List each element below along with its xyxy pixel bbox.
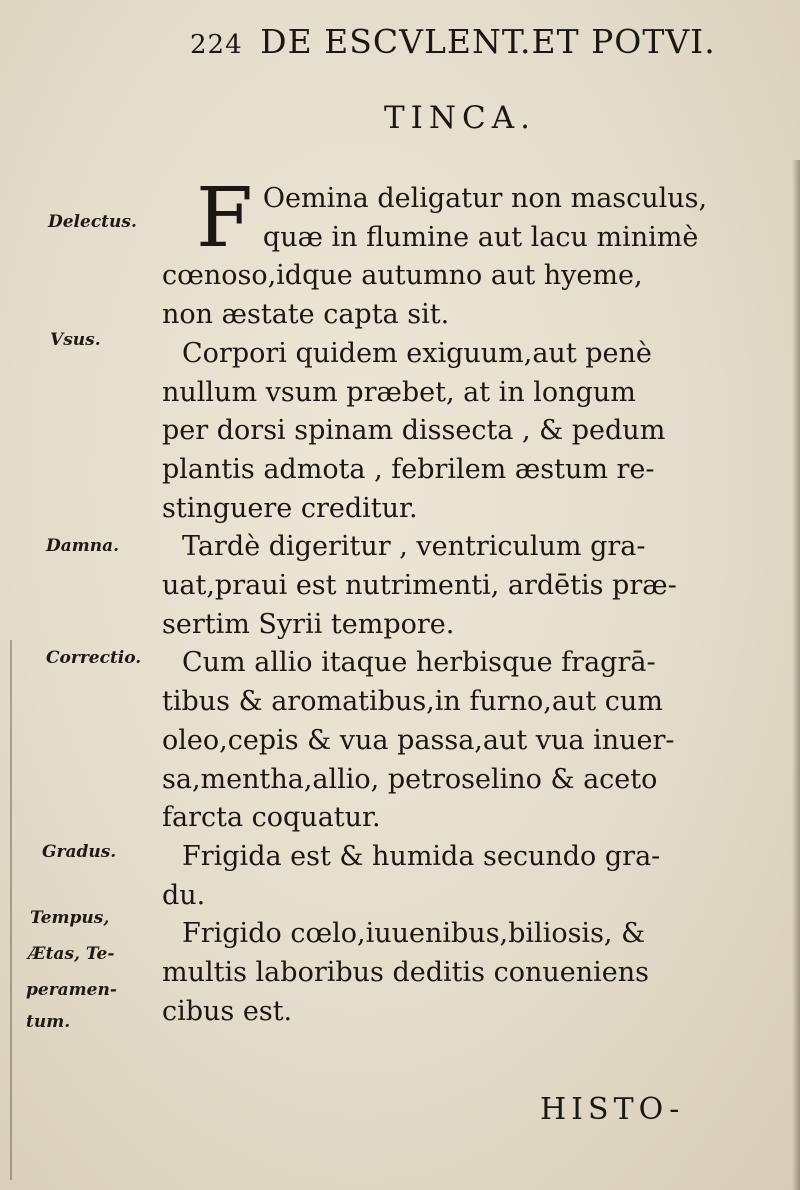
text-line: non æstate capta sit. bbox=[162, 299, 450, 331]
page-number: 224 bbox=[190, 30, 243, 60]
text-line: nullum vsum præbet, at in longum bbox=[162, 376, 636, 408]
paragraph-usus bbox=[162, 335, 742, 529]
text-line: uat,praui est nutrimenti, ardētis præ- bbox=[162, 570, 677, 602]
text-line: tibus & aromatibus,in furno,aut cum bbox=[162, 686, 663, 718]
text-line: quæ in flumine aut lacu minimè bbox=[262, 221, 699, 253]
text-line: per dorsi spinam dissecta , & pedum bbox=[162, 415, 666, 447]
running-header bbox=[190, 22, 750, 61]
paragraph-gradus bbox=[162, 838, 742, 915]
margin-note-gradus: Gradus. bbox=[42, 842, 117, 862]
text-line: Frigido cœlo,iuuenibus,biliosis, & bbox=[182, 918, 646, 950]
text-line: sa,mentha,allio, petroselino & aceto bbox=[162, 763, 658, 795]
section-title: TINCA. bbox=[383, 100, 536, 136]
page-edge-shadow bbox=[792, 160, 800, 1190]
text-line: du. bbox=[162, 879, 206, 911]
margin-note-tempus-line1: Tempus, bbox=[30, 908, 110, 928]
text-line: Oemina deligatur non masculus, bbox=[262, 183, 708, 214]
paragraph-delectus bbox=[162, 171, 742, 335]
text-line: stinguere creditur. bbox=[162, 492, 418, 524]
text-line: plantis admota , febrilem æstum re- bbox=[162, 453, 655, 485]
margin-note-tempus-line3: peramen- bbox=[26, 980, 117, 1000]
margin-note-correctio: Correctio. bbox=[46, 648, 142, 668]
text-line: cibus est. bbox=[162, 995, 293, 1027]
body-text bbox=[162, 171, 742, 1031]
text-line: cœnoso,idque autumno aut hyeme, bbox=[162, 260, 643, 292]
margin-note-delectus: Delectus. bbox=[48, 212, 137, 232]
margin-note-tempus-line2: Ætas, Te- bbox=[28, 944, 115, 964]
text-line: multis laboribus deditis conueniens bbox=[162, 957, 649, 989]
text-line: oleo,cepis & vua passa,aut vua inuer- bbox=[162, 724, 675, 756]
margin-note-damna: Damna. bbox=[46, 536, 120, 556]
text-line: Frigida est & humida secundo gra- bbox=[182, 840, 661, 872]
drop-cap: F bbox=[196, 171, 253, 266]
paragraph-tempus bbox=[162, 915, 742, 1031]
paragraph-damna bbox=[162, 528, 742, 644]
running-title: DE ESCVLENT.ET POTVI. bbox=[260, 22, 716, 61]
text-line: sertim Syrii tempore. bbox=[162, 608, 455, 640]
catchword: HISTO- bbox=[540, 1092, 685, 1127]
text-line: Corpori quidem exiguum,aut penè bbox=[182, 337, 652, 369]
text-line: Cum allio itaque herbisque fragrā- bbox=[182, 647, 656, 679]
text-line: Tardè digeritur , ventriculum gra- bbox=[182, 531, 646, 563]
text-line: farcta coquatur. bbox=[162, 802, 381, 834]
margin-note-usus: Vsus. bbox=[50, 330, 101, 350]
margin-note-tempus-line4: tum. bbox=[26, 1012, 71, 1032]
page-fold-line bbox=[10, 640, 12, 1180]
paragraph-correctio bbox=[162, 644, 742, 838]
